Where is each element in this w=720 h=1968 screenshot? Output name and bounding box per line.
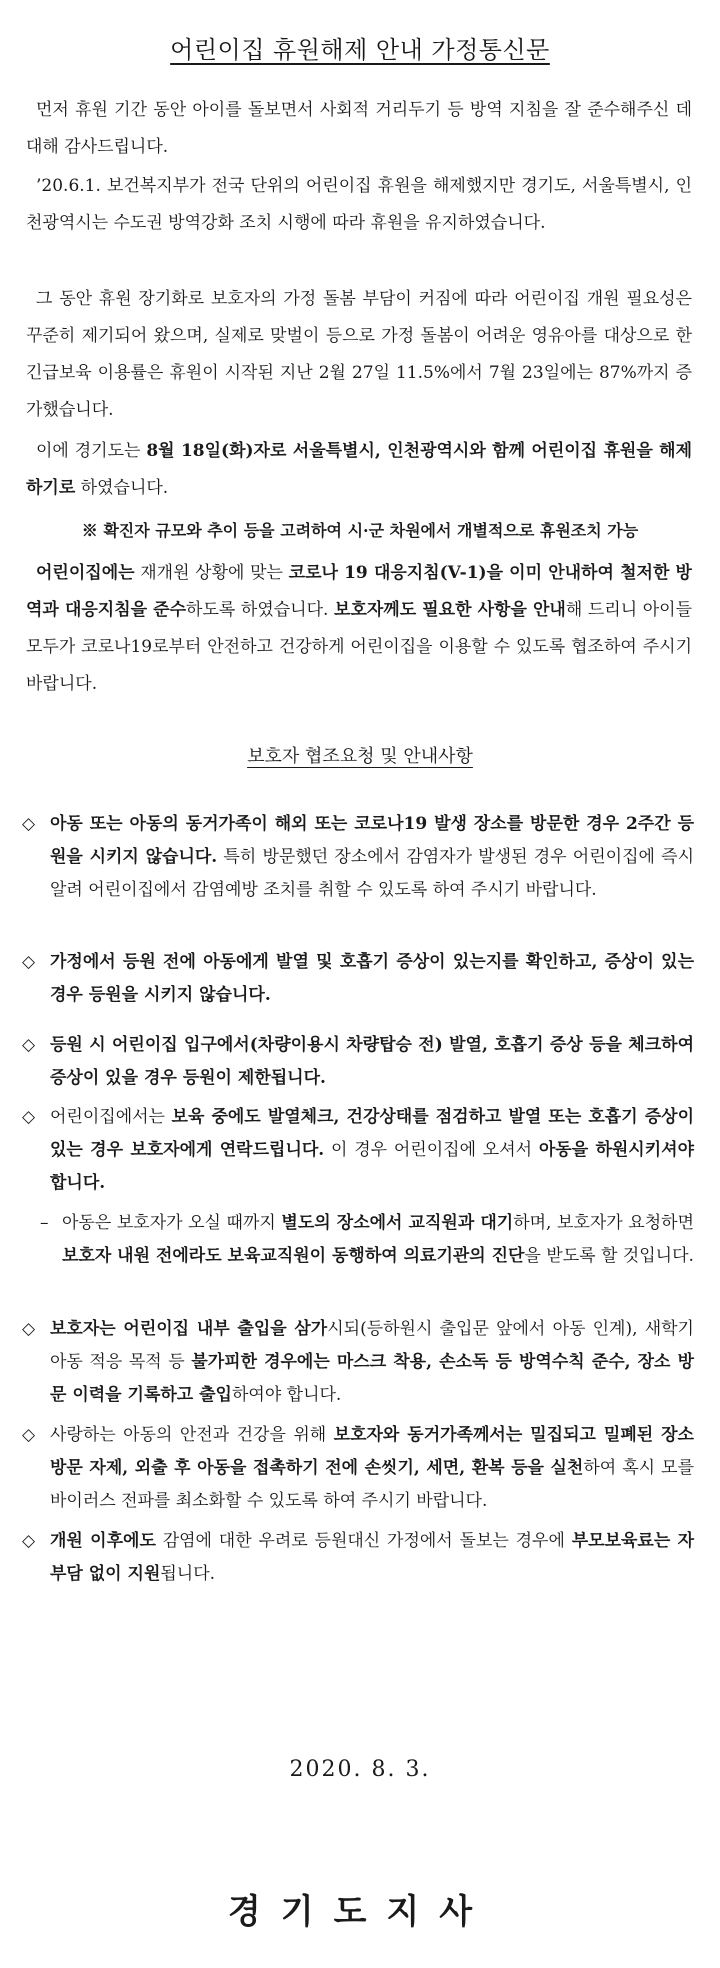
paragraph-2 [26,168,692,242]
text-run: 아동은 보호자가 오실 때까지 [62,1213,282,1233]
emphasized-text: 어린이집에는 [36,563,135,583]
emphasized-text: 별도의 장소에서 교직원과 대기 [281,1213,514,1233]
list-item [22,1313,694,1412]
text-run: 특히 방문했던 장소에서 감염자가 발생된 경우 어린이집에 즉시 알려 어린이집에서 감염예방 조치를 취할 수 있도록 하여 주시기 바랍니다. [50,847,694,900]
text-run: 사랑하는 아동의 안전과 건강을 위해 [50,1425,334,1445]
paragraph-1 [26,92,692,166]
sub-list-item-text [62,1207,694,1273]
text-run: 시되(등하원시 출입문 앞에서 아동 인계), 새학기 아동 적응 목적 등 [50,1319,694,1372]
text-run: 해 드리니 아이들 모두가 코로나19로부터 안전하고 건강하게 어린이집을 이용할 수 있도록 협조하여 주시기 바랍니다. [26,600,692,694]
emphasized-text: 부모보육료는 자부담 없이 지원 [50,1531,695,1584]
text-run: 하여야 합니다. [231,1385,342,1405]
list-item [22,1101,694,1200]
emphasized-text: 아동 또는 아동의 동거가족이 해외 또는 코로나19 발생 장소를 방문한 경우 2주간 등원을 시키지 않습니다. [50,814,694,867]
text-run: 이에 경기도는 [36,441,147,461]
list-item [22,1525,694,1591]
diamond-icon: ◇ [22,1107,36,1127]
emphasized-text: 8월 18일(화)자로 서울특별시, 인천광역시와 함께 어린이집 휴원을 해제하기로 [26,441,692,498]
text-run: 하도록 하였습니다. [186,600,335,620]
list-item-text [50,1101,694,1200]
emphasized-text: 보호자와 동거가족께서는 밀집되고 밀폐된 장소 방문 자제, 외출 후 아동을 접촉하기 전에 손씻기, 세면, 환복 등을 실천 [50,1425,694,1478]
diamond-icon: ◇ [22,814,36,834]
diamond-icon: ◇ [22,1035,36,1055]
list-item-text [50,1419,694,1518]
list-item-text [50,1525,694,1591]
text-run: 재개원 상황에 맞는 [134,563,289,583]
emphasized-text: 보호자께도 필요한 사항을 안내 [334,600,566,620]
emphasized-text: 보호자 내원 전에라도 보육교직원이 동행하여 의료기관의 진단 [62,1246,525,1266]
list-item-text [50,1029,694,1095]
diamond-icon: ◇ [22,1319,36,1339]
section-subtitle: 보호자 협조요청 및 안내사항 [247,746,473,767]
dash-bullet: – [40,1213,49,1233]
emphasized-text: 등원 시 어린이집 입구에서(차량이용시 차량탑승 전) 발열, 호흡기 증상 등을 체크하여 증상이 있을 경우 등원이 제한됩니다. [50,1035,694,1088]
diamond-icon: ◇ [22,952,36,972]
list-item [22,808,694,907]
text-run: 먼저 휴원 기간 동안 아이를 돌보면서 사회적 거리두기 등 방역 지침을 잘 준수해주신 데 대해 감사드립니다. [26,100,692,157]
paragraph-3 [26,281,692,429]
emphasized-text: 불가피한 경우에는 마스크 착용, 손소독 등 방역수칙 준수, 장소 방문 이력을 기록하고 출입 [50,1352,694,1405]
text-run: 을 받도록 할 것입니다. [524,1246,694,1266]
emphasized-text: 코로나 19 대응지침(V-1)을 이미 안내하여 철저한 방역과 대응지침을 준수 [26,563,692,620]
paragraph-4 [26,433,692,507]
text-run: 감염에 대한 우려로 등원대신 가정에서 돌보는 경우에 [155,1531,572,1551]
paragraph-5 [26,555,692,703]
diamond-icon: ◇ [22,1425,36,1445]
note-text: ※ 확진자 규모와 추이 등을 고려하여 시·군 차원에서 개별적으로 휴원조치 가능 [81,521,639,540]
text-run: 하며, 보호자가 요청하면 [513,1213,694,1233]
list-item [22,1419,694,1518]
emphasized-text: 아동을 하원시키셔야 합니다. [50,1140,694,1193]
list-item-text [50,1313,694,1412]
sub-list-item [40,1207,694,1273]
text-run: 하여 혹시 모를 바이러스 전파를 최소화할 수 있도록 하여 주시기 바랍니다. [50,1458,694,1511]
emphasized-text: 보호자는 어린이집 내부 출입을 삼가 [50,1319,328,1339]
text-run: 이 경우 어린이집에 오셔서 [324,1140,539,1160]
text-run: 됩니다. [160,1564,216,1584]
text-run: 그 동안 휴원 장기화로 보호자의 가정 돌봄 부담이 커짐에 따라 어린이집 개원 필요성은 꾸준히 제기되어 왔으며, 실제로 맞벌이 등으로 가정 돌봄이 어려운 영유아를 대상으로 한 긴급보육 이용률은 휴원이 시작된 지난 2월 27일 11.5%에서 7월 23일에는 87%까지 증가했습니다. [26,289,692,420]
emphasized-text: 가정에서 등원 전에 아동에게 발열 및 호흡기 증상이 있는지를 확인하고, 증상이 있는 경우 등원을 시키지 않습니다. [50,952,694,1005]
emphasized-text: 보육 중에도 발열체크, 건강상태를 점검하고 발열 또는 호흡기 증상이 있는 경우 보호자에게 연락드립니다. [50,1107,694,1160]
signer-name: 경기도지사 [227,1892,493,1932]
list-item [22,1029,694,1095]
text-run: ’20.6.1. 보건복지부가 전국 단위의 어린이집 휴원을 해제했지만 경기도, 서울특별시, 인천광역시는 수도권 방역강화 조치 시행에 따라 휴원을 유지하였습니다. [26,176,692,233]
page-title: 어린이집 휴원해제 안내 가정통신문 [170,36,550,64]
text-run: 어린이집에서는 [50,1107,172,1127]
list-item [22,946,694,1012]
text-run: 하였습니다. [75,478,169,498]
diamond-icon: ◇ [22,1531,36,1551]
list-item-text [50,808,694,907]
list-item-text [50,946,694,1012]
issue-date: 2020. 8. 3. [289,1757,431,1782]
emphasized-text: 개원 이후에도 [50,1531,156,1551]
